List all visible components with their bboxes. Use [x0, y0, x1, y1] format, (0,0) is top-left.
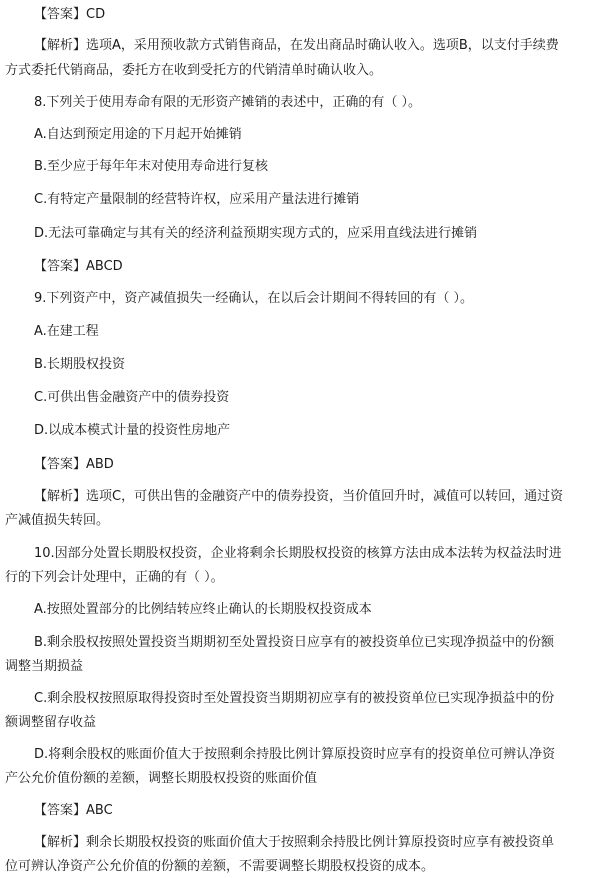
q10-option-a: A.按照处置部分的比例结转应终止确认的长期股权投资成本 — [34, 602, 372, 617]
answer-q9: 【答案】ABD — [34, 457, 114, 472]
q10-option-d-line-2: 产公允价值份额的差额，调整长期股权投资的账面价值 — [5, 771, 318, 786]
question-9: 9.下列资产中，资产减值损失一经确认，在以后会计期间不得转回的有（ ）。 — [34, 291, 474, 306]
q9-option-d: D.以成本模式计量的投资性房地产 — [34, 423, 231, 438]
q10-option-c-line-2: 额调整留存收益 — [5, 715, 97, 730]
analysis-q9-line-2: 产减值损失转回。 — [5, 513, 110, 528]
answer-q7: 【答案】CD — [34, 7, 106, 22]
q8-option-c: C.有特定产量限制的经营特许权，应采用产量法进行摊销 — [34, 192, 360, 207]
analysis-q7-line-2: 方式委托代销商品，委托方在收到受托方的代销清单时确认收入。 — [5, 63, 383, 78]
q10-option-d-line-1: D.将剩余股权的账面价值大于按照剩余持股比例计算原投资时应享有的投资单位可辨认净资 — [34, 747, 556, 762]
analysis-q7-line-1: 【解析】选项A，采用预收款方式销售商品，在发出商品时确认收入。选项B，以支付手续费 — [34, 38, 559, 53]
q9-option-b: B.长期股权投资 — [34, 357, 126, 372]
q9-option-a: A.在建工程 — [34, 324, 99, 339]
q8-option-b: B.至少应于每年年末对使用寿命进行复核 — [34, 159, 269, 174]
analysis-q10-line-2: 位可辨认净资产公允价值的份额的差额，不需要调整长期股权投资的成本。 — [5, 859, 435, 874]
analysis-q10-line-1: 【解析】剩余长期股权投资的账面价值大于按照剩余持股比例计算原投资时应享有被投资单 — [34, 835, 555, 850]
q10-option-c-line-1: C.剩余股权按照原取得投资时至处置投资当期期初应享有的被投资单位已实现净损益中的份 — [34, 691, 555, 706]
question-10-line-1: 10.因部分处置长期股权投资，企业将剩余长期股权投资的核算方法由成本法转为权益法时进 — [34, 546, 562, 561]
answer-q8: 【答案】ABCD — [34, 259, 123, 274]
q9-option-c: C.可供出售金融资产中的债券投资 — [34, 390, 230, 405]
analysis-q9-line-1: 【解析】选项C，可供出售的金融资产中的债券投资，当价值回升时，减值可以转回，通过资 — [34, 489, 564, 504]
q8-option-a: A.自达到预定用途的下月起开始摊销 — [34, 127, 242, 142]
answer-q10: 【答案】ABC — [34, 803, 113, 818]
question-8: 8.下列关于使用寿命有限的无形资产摊销的表述中，正确的有（ ）。 — [34, 95, 422, 110]
q10-option-b-line-1: B.剩余股权按照处置投资当期期初至处置投资日应享有的被投资单位已实现净损益中的份额 — [34, 635, 555, 650]
q8-option-d: D.无法可靠确定与其有关的经济利益预期实现方式的，应采用直线法进行摊销 — [34, 226, 478, 241]
question-10-line-2: 行的下列会计处理中，正确的有（ ）。 — [5, 570, 224, 585]
q10-option-b-line-2: 调整当期损益 — [5, 659, 84, 674]
